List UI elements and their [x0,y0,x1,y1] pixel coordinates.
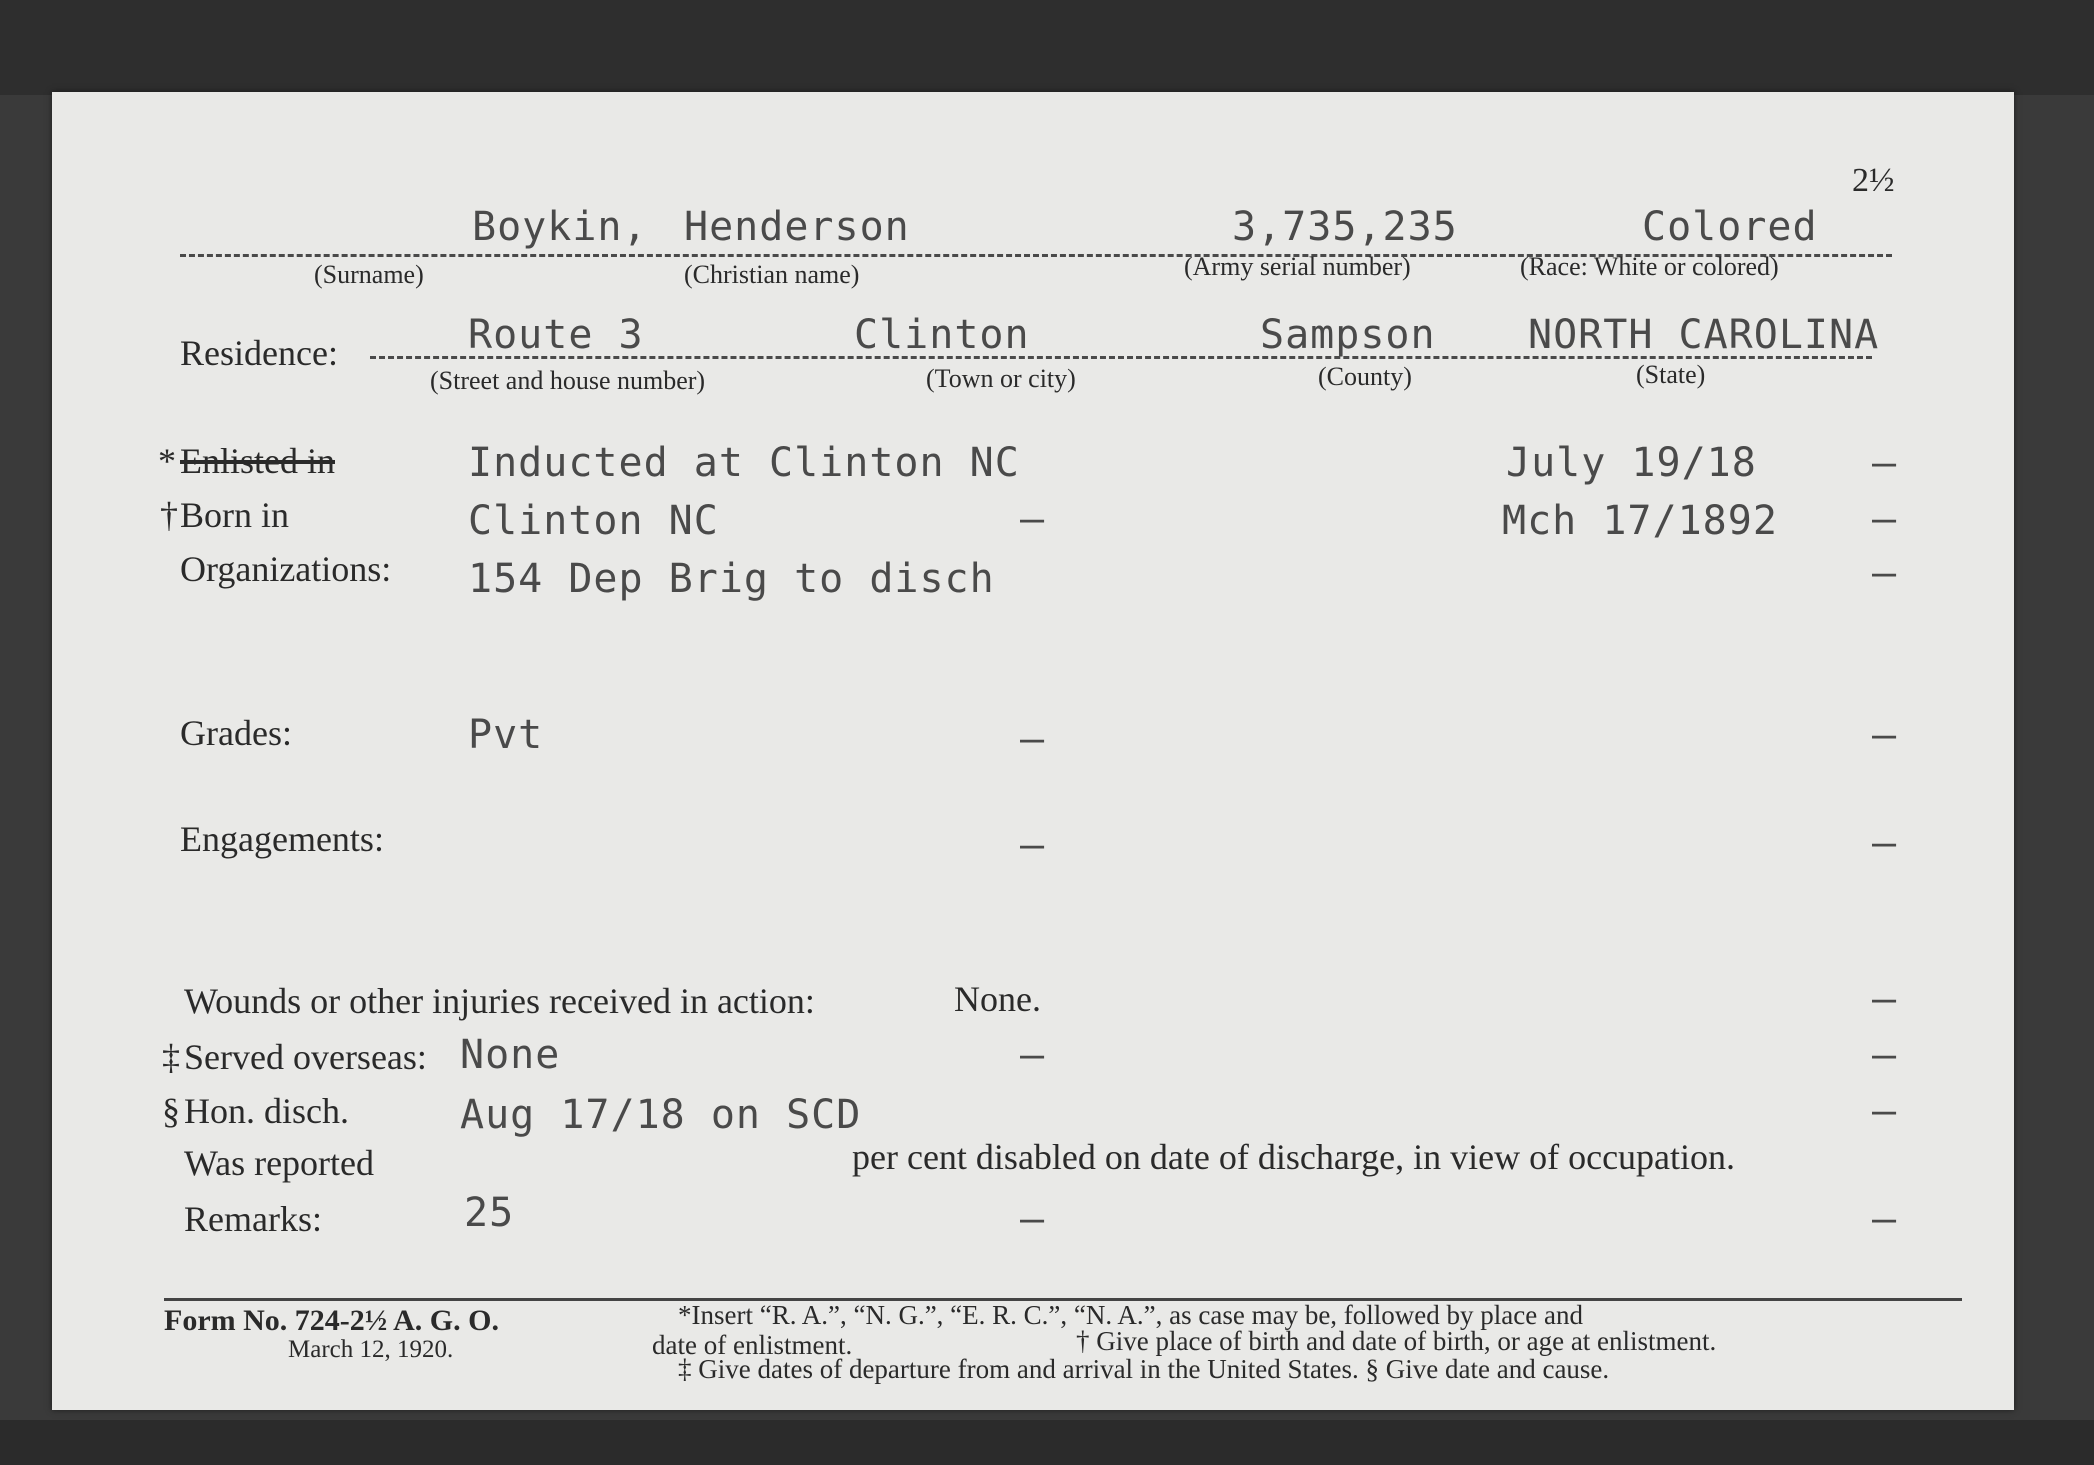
remarks-label: Remarks: [184,1199,322,1239]
scan-top-border [0,0,2094,95]
was-reported-label: Was reported [184,1143,375,1183]
hon-disch-mark: § [162,1091,180,1131]
town-value: Clinton [854,312,1030,358]
footnote-enlistment: *Insert “R. A.”, “N. G.”, “E. R. C.”, “N. A.”, as case may be, followed by place and [678,1300,1583,1330]
organizations-value: 154 Dep Brig to disch [468,556,995,602]
christian-name-value: Henderson [684,204,910,250]
overseas-end-dash: — [1872,1032,1898,1078]
footnote-birth: † Give place of birth and date of birth, or age at enlistment. [1076,1326,1717,1356]
born-end-dash: — [1872,496,1898,542]
overseas-value: None [460,1032,561,1078]
organizations-end-dash: — [1872,550,1898,596]
wounds-end-dash: — [1872,976,1898,1022]
engagements-end-dash: — [1872,820,1898,866]
grades-mid-dash: — [1020,716,1046,762]
surname-value: Boykin, [472,204,648,250]
residence-dotted-line [370,356,1872,359]
corner-number: 2½ [1852,162,1895,199]
enlisted-label: Enlisted in [180,441,335,481]
christian-name-caption: (Christian name) [684,260,860,289]
footnote-enlistment-cont: date of enlistment. [652,1330,853,1360]
county-value: Sampson [1260,312,1436,358]
enlisted-value: Inducted at Clinton NC [468,440,1020,486]
born-mid-dash: — [1020,496,1046,542]
wounds-value: None. [954,979,1041,1019]
race-value: Colored [1642,204,1818,250]
remarks-mid-dash: — [1020,1196,1046,1242]
grades-end-dash: — [1872,712,1898,758]
remarks-end-dash: — [1872,1196,1898,1242]
serial-number-caption: (Army serial number) [1184,252,1411,281]
service-record-card [52,92,2014,1410]
remarks-value: 25 [464,1190,515,1236]
street-caption: (Street and house number) [430,366,706,395]
street-value: Route 3 [468,312,644,358]
wounds-label: Wounds or other injuries received in action: [184,981,815,1021]
engagements-mid-dash: — [1020,822,1046,868]
enlisted-date: July 19/18 [1506,440,1757,486]
born-date: Mch 17/1892 [1502,498,1778,544]
enlisted-mark: * [158,441,176,481]
overseas-mark: ‡ [162,1037,180,1077]
overseas-label: Served overseas: [184,1037,427,1077]
was-reported-text: per cent disabled on date of discharge, in view of occupation. [852,1137,1736,1177]
form-date: March 12, 1920. [288,1336,454,1363]
grades-value: Pvt [468,712,544,758]
born-value: Clinton NC [468,498,719,544]
footnote-overseas-discharge: ‡ Give dates of departure from and arrival in the United States. § Give date and cause. [678,1354,1610,1384]
hon-disch-end-dash: — [1872,1088,1898,1134]
born-label: Born in [180,495,290,535]
state-caption: (State) [1636,360,1706,389]
enlisted-end-dash: — [1872,440,1898,486]
born-mark: † [160,495,178,535]
grades-label: Grades: [180,713,292,753]
state-value: NORTH CAROLINA [1528,312,1880,358]
serial-number-value: 3,735,235 [1232,204,1458,250]
county-caption: (County) [1318,362,1412,391]
overseas-mid-dash: — [1020,1032,1046,1078]
surname-caption: (Surname) [314,260,424,289]
engagements-label: Engagements: [180,819,384,859]
scan-bottom-border [0,1420,2094,1465]
town-caption: (Town or city) [926,364,1076,393]
residence-label: Residence: [180,333,338,373]
hon-disch-value: Aug 17/18 on SCD [460,1092,862,1138]
race-caption: (Race: White or colored) [1520,252,1779,281]
organizations-label: Organizations: [180,549,392,589]
form-number: Form No. 724-2½ A. G. O. [164,1304,499,1337]
hon-disch-label: Hon. disch. [184,1091,349,1131]
